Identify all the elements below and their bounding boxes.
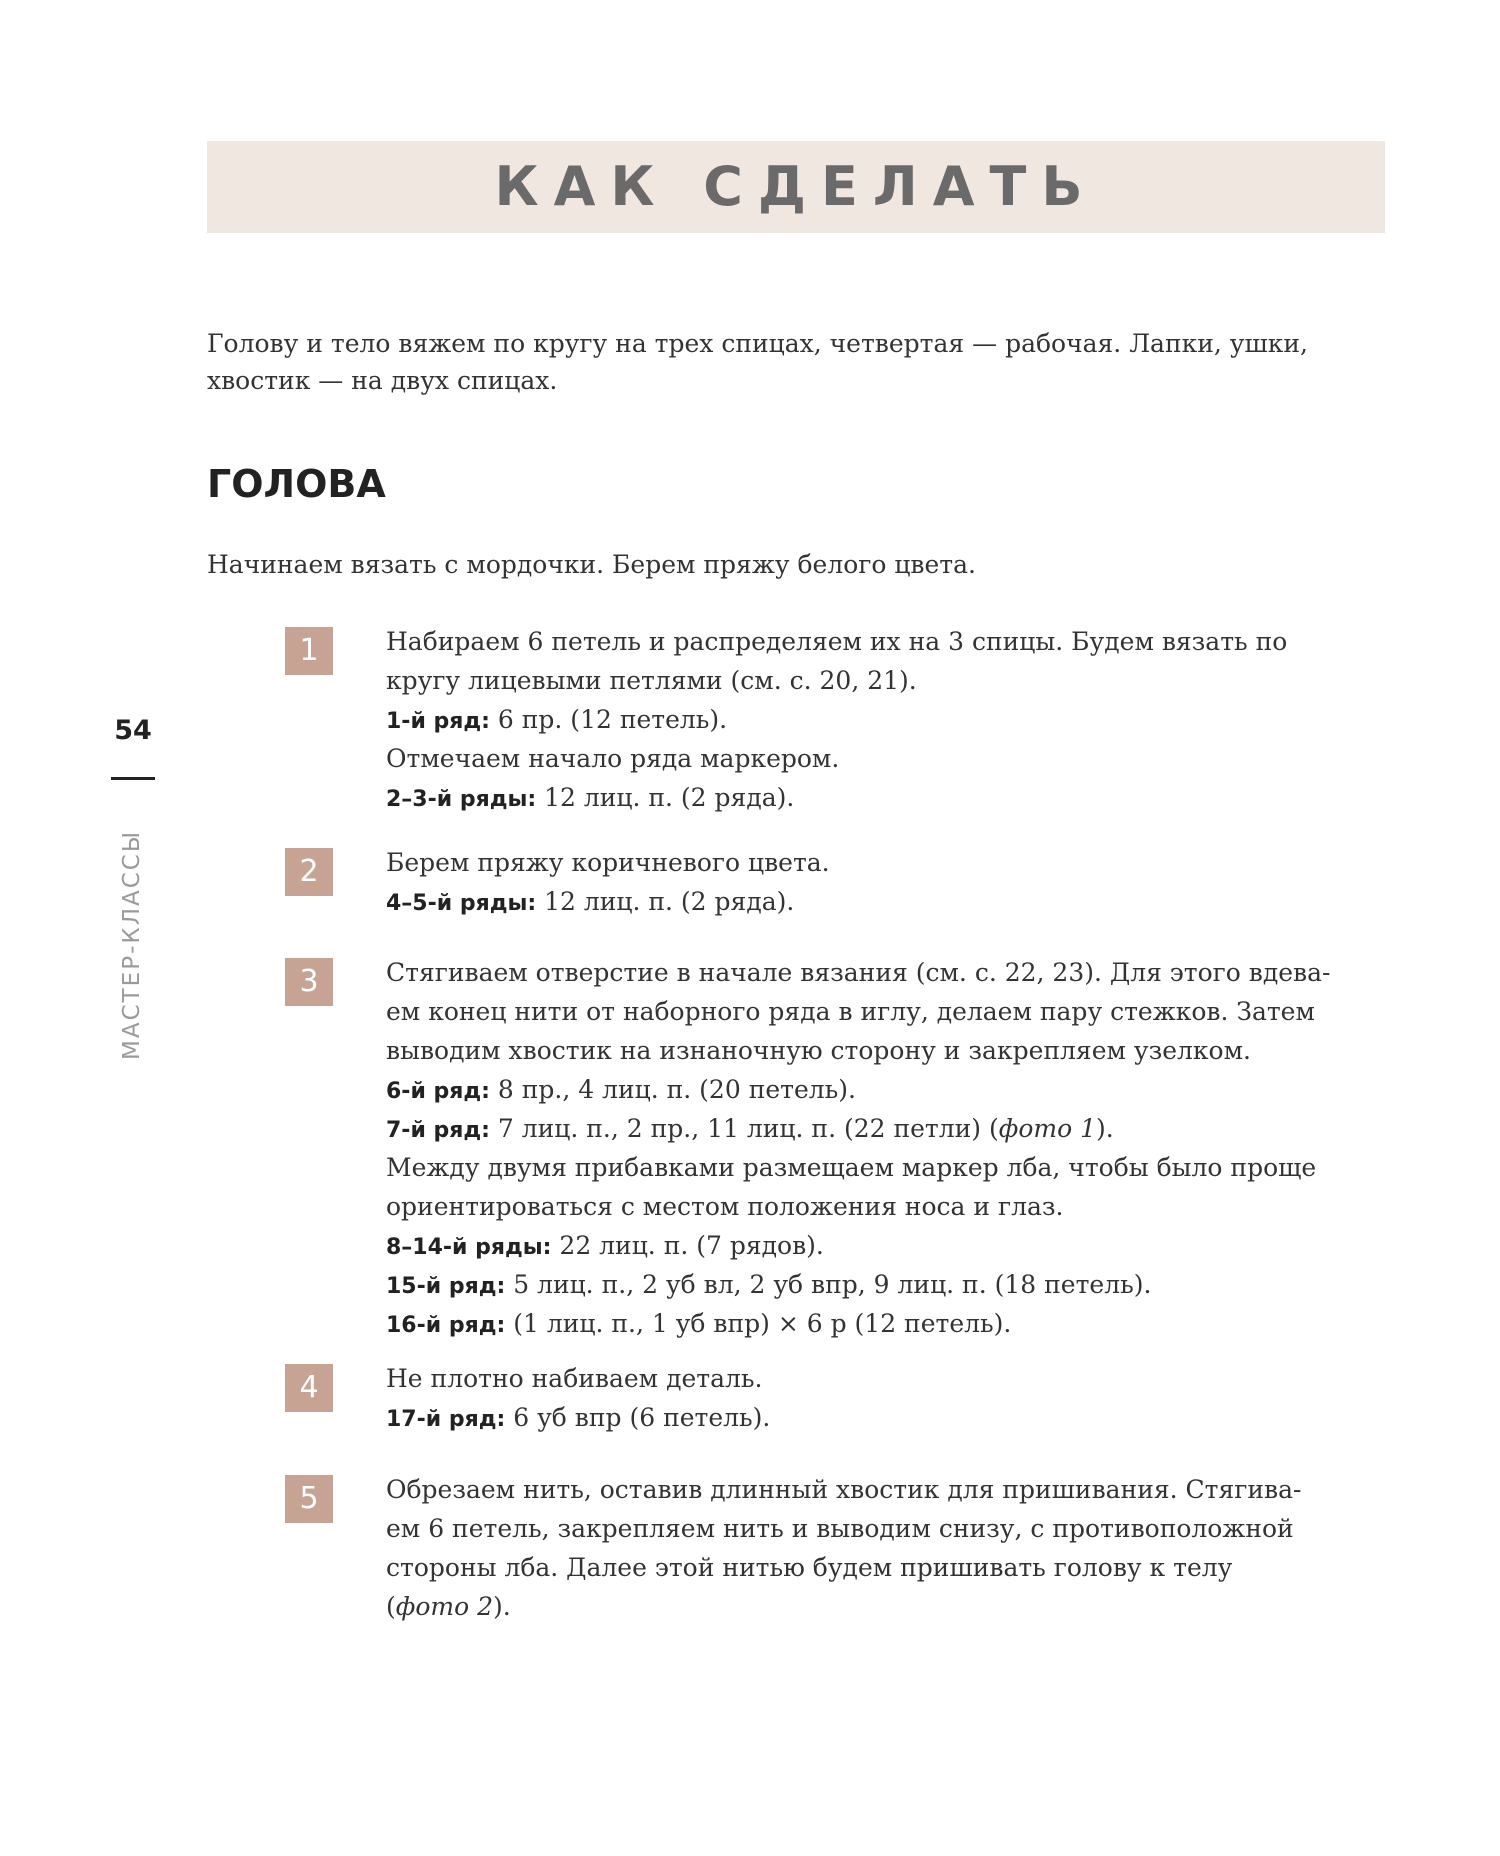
page-number: 54 (114, 715, 152, 746)
step-line: (фото 2). (386, 1592, 511, 1621)
step-line: 8–14-й ряды: 22 лиц. п. (7 рядов). (386, 1231, 824, 1260)
photo-reference: фото 1 (998, 1114, 1096, 1143)
title-banner (207, 141, 1385, 233)
step-line: 15-й ряд: 5 лиц. п., 2 уб вл, 2 уб впр, 9 лиц. п. (18 петель). (386, 1270, 1152, 1299)
step-line: Отмечаем начало ряда маркером. (386, 744, 840, 773)
step-text (386, 1471, 1386, 1627)
section-heading: ГОЛОВА (207, 462, 386, 506)
step-line: кругу лицевыми петлями (см. с. 20, 21). (386, 666, 917, 695)
step-line: выводим хвостик на изнаночную сторону и закрепляем узелком. (386, 1036, 1251, 1065)
step-line: ем конец нити от наборного ряда в иглу, делаем пару стежков. Затем (386, 997, 1315, 1026)
step-line: 6-й ряд: 8 пр., 4 лиц. п. (20 петель). (386, 1075, 856, 1104)
step-number-badge: 4 (285, 1364, 333, 1412)
step-line: Стягиваем отверстие в начале вязания (см. с. 22, 23). Для этого вдева- (386, 958, 1331, 987)
step-line: Набираем 6 петель и распределяем их на 3 спицы. Будем вязать по (386, 627, 1288, 656)
step-text (386, 844, 1386, 922)
step-number-badge: 3 (285, 958, 333, 1006)
step-line: Между двумя прибавками размещаем маркер лба, чтобы было проще (386, 1153, 1317, 1182)
step-text (386, 623, 1386, 818)
step-line: Обрезаем нить, оставив длинный хвостик для пришивания. Стягива- (386, 1475, 1302, 1504)
step-text (386, 954, 1386, 1344)
section-label-vertical: МАСТЕР-КЛАССЫ (119, 829, 145, 1060)
step-line: Не плотно набиваем деталь. (386, 1364, 763, 1393)
intro-paragraph (207, 325, 1387, 399)
step-number-badge: 1 (285, 627, 333, 675)
photo-reference: фото 2 (395, 1592, 493, 1621)
step-line: 4–5-й ряды: 12 лиц. п. (2 ряда). (386, 887, 795, 916)
step-line: ориентироваться с местом положения носа и глаз. (386, 1192, 1064, 1221)
step-line: 16-й ряд: (1 лиц. п., 1 уб впр) × 6 р (12 петель). (386, 1309, 1012, 1338)
intro-line: Голову и тело вяжем по кругу на трех спицах, четвертая — рабочая. Лапки, ушки, (207, 329, 1308, 358)
step-number-badge: 5 (285, 1475, 333, 1523)
page-title: КАК СДЕЛАТЬ (494, 155, 1098, 218)
step-line: Берем пряжу коричневого цвета. (386, 848, 830, 877)
section-lead: Начинаем вязать с мордочки. Берем пряжу белого цвета. (207, 550, 976, 579)
step-line: ем 6 петель, закрепляем нить и выводим снизу, с противоположной (386, 1514, 1294, 1543)
step-line: 7-й ряд: 7 лиц. п., 2 пр., 11 лиц. п. (22 петли) (фото 1). (386, 1114, 1114, 1143)
step-line: 17-й ряд: 6 уб впр (6 петель). (386, 1403, 771, 1432)
step-text (386, 1360, 1386, 1438)
step-line: стороны лба. Далее этой нитью будем пришивать голову к телу (386, 1553, 1233, 1582)
step-line: 1-й ряд: 6 пр. (12 петель). (386, 705, 728, 734)
intro-line: хвостик — на двух спицах. (207, 366, 558, 395)
step-number-badge: 2 (285, 848, 333, 896)
step-line: 2–3-й ряды: 12 лиц. п. (2 ряда). (386, 783, 795, 812)
